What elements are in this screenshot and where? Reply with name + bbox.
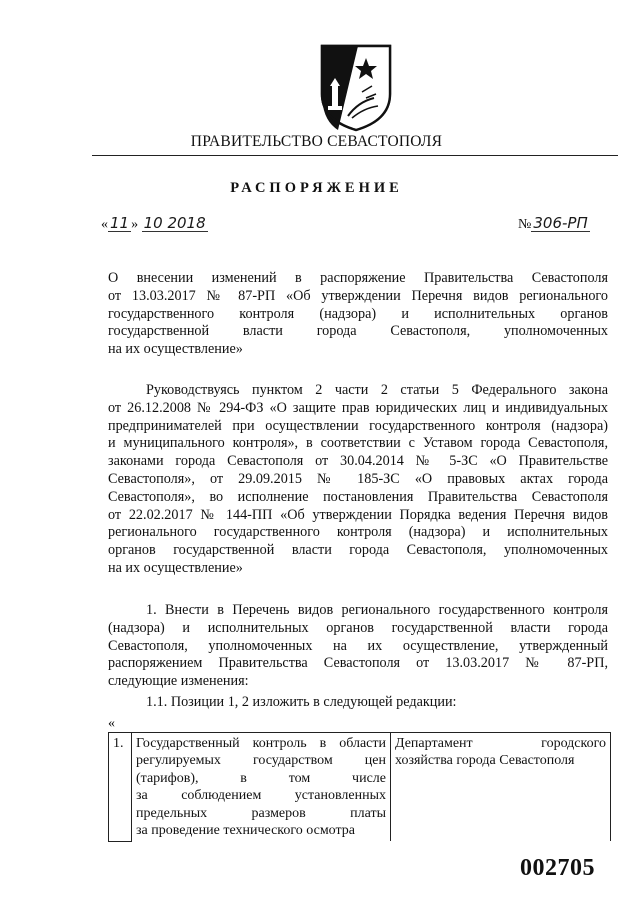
quote-open-mark: «	[108, 716, 115, 731]
preamble-line: на их осуществление»	[108, 559, 243, 576]
date-day: 11	[110, 214, 130, 232]
item-1-1-paragraph	[108, 694, 608, 712]
subject-line: О внесении изменений в распоряжение Правительства Севастополя	[108, 270, 608, 286]
table-row	[109, 733, 611, 842]
control-type-line: за соблюдением установленных	[136, 788, 386, 804]
preamble-line: Севастополя», во исполнение постановления Правительства Севастополя	[108, 488, 608, 505]
authority-line: хозяйства города Севастополя	[395, 753, 575, 769]
preamble-line: предпринимателей при осуществлении государственного контроля (надзора)	[108, 417, 608, 434]
authority-line: Департамент городского	[395, 736, 606, 751]
preamble-line: от 22.02.2017 № 144-ПП «Об утверждении Порядка ведения Перечня видов	[108, 506, 608, 523]
control-type-line: предельных размеров платы	[136, 805, 386, 821]
positions-table	[108, 732, 611, 842]
item-1-paragraph	[108, 602, 608, 691]
control-type-line: Государственный контроль в области	[136, 736, 386, 751]
subject-line: от 13.03.2017 № 87-РП «Об утверждении Перечня видов регионального	[108, 287, 608, 304]
authority-cell	[391, 733, 611, 842]
preamble-line: законами города Севастополя от 30.04.2014 № 5-ЗС «О Правительстве	[108, 453, 608, 470]
preamble-line: Руководствуясь пунктом 2 части 2 статьи 5 Федерального закона	[146, 382, 608, 398]
date-close-quote: »	[131, 217, 139, 232]
item-1-line: распоряжением Правительства Севастополя от 13.03.2017 № 87-РП,	[108, 655, 608, 672]
row-number-cell: 1.	[109, 733, 132, 842]
control-type-cell	[132, 733, 391, 842]
item-1-line: Севастополя, уполномоченных на их осуществление, утвержденный	[108, 637, 608, 654]
item-1-line: следующие изменения:	[108, 673, 249, 690]
control-type-line: регулируемых государством цен	[136, 753, 386, 769]
preamble-line: и муниципального контроля», в соответствии с Уставом города Севастополя,	[108, 435, 608, 452]
number-value: 306-РП	[533, 214, 588, 232]
preamble-line: от 26.12.2008 № 294-ФЗ «О защите прав юридических лиц и индивидуальных	[108, 399, 608, 416]
preamble-paragraph	[108, 382, 608, 578]
control-type-line: (тарифов), в том числе	[136, 770, 386, 786]
subject-line: на их осуществление»	[108, 341, 243, 358]
date-open-quote: «	[101, 217, 108, 232]
preamble-line: Севастополя», от 29.09.2015 № 185-ЗС «О правовых актах города	[108, 470, 608, 487]
date-month-year: 10 2018	[143, 214, 206, 232]
preamble-line: органов государственной власти города Севастополя, уполномоченных	[108, 542, 608, 559]
government-title: ПРАВИТЕЛЬСТВО СЕВАСТОПОЛЯ	[190, 133, 443, 150]
document-date	[101, 215, 208, 233]
item-1-line: 1. Внести в Перечень видов регионального государственного контроля	[146, 602, 608, 618]
subject-line: государственной власти города Севастополя, уполномоченных	[108, 323, 608, 340]
document-subject	[108, 270, 608, 359]
sevastopol-coat-of-arms-icon	[318, 42, 394, 132]
title-divider	[92, 155, 618, 156]
serial-number: 002705	[520, 855, 595, 881]
document-type: РАСПОРЯЖЕНИЕ	[230, 180, 403, 196]
number-sign: №	[518, 217, 532, 232]
item-1-line: (надзора) и исполнительных органов государственной власти города	[108, 619, 608, 636]
preamble-line: регионального государственного контроля (надзора) и исполнительных	[108, 524, 608, 541]
control-type-line: за проведение технического осмотра	[136, 823, 356, 839]
item-1-1-line: 1.1. Позиции 1, 2 изложить в следующей редакции:	[146, 694, 457, 710]
document-number	[518, 215, 590, 233]
subject-line: государственного контроля (надзора) и исполнительных органов	[108, 305, 608, 322]
